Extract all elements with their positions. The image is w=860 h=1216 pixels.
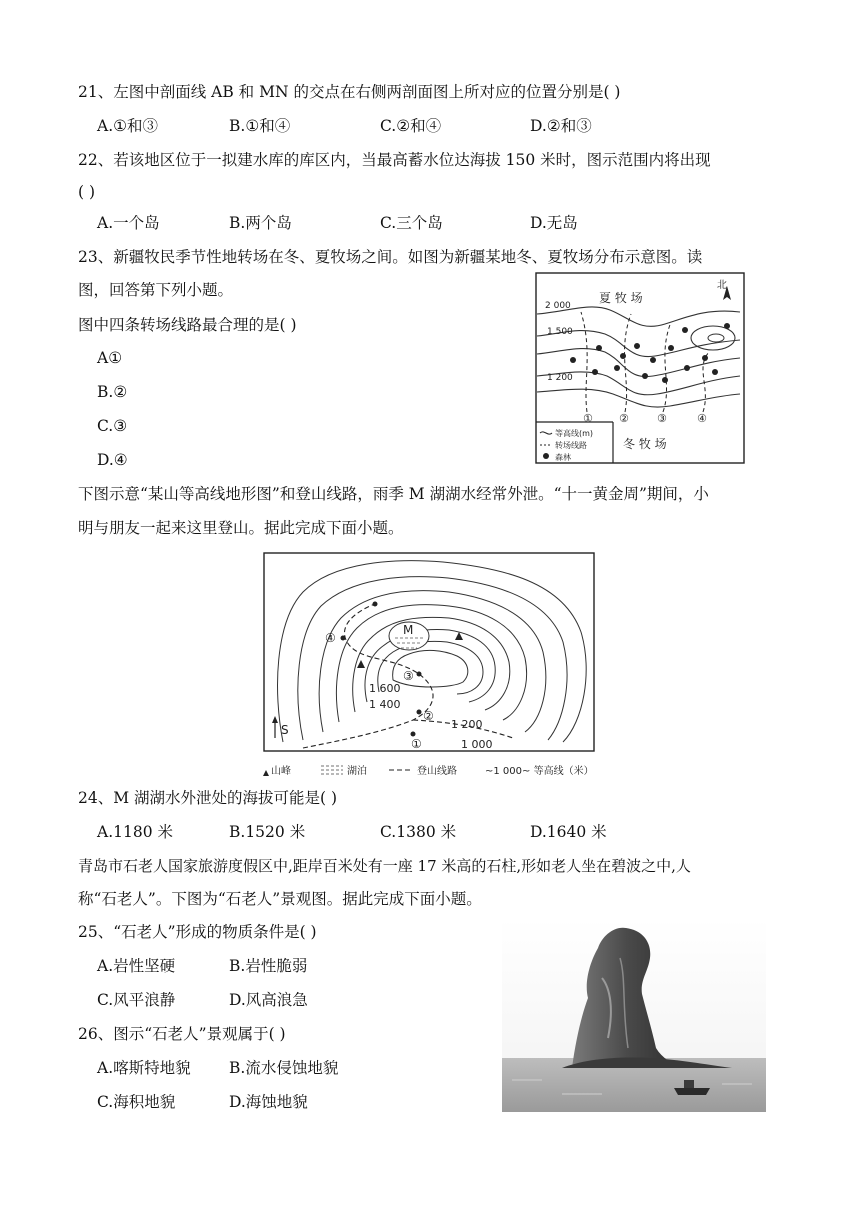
legend-route: 转场线路 — [555, 441, 587, 450]
legend-route: 登山线路 — [417, 766, 457, 776]
q23-subquestion: 图中四条转场线路最合理的是( ) — [78, 316, 297, 334]
q21-option-c[interactable]: C.②和④ — [380, 117, 442, 135]
pasture-map — [535, 272, 745, 465]
summer-pasture-label: 夏 牧 场 — [599, 291, 643, 305]
contour-label-1000: 1 000 — [461, 738, 493, 751]
map-north-label: 北 — [717, 280, 727, 291]
contour-label-2000: 2 000 — [545, 301, 571, 311]
route-label-2: ② — [619, 412, 629, 425]
route-label-1: ① — [583, 412, 593, 425]
q22-option-a[interactable]: A.一个岛 — [97, 214, 160, 232]
point-label-2: ② — [423, 709, 434, 723]
q22-stem-line1: 22、若该地区位于一拟建水库的库区内，当最高蓄水位达海拔 150 米时，图示范围内将出现 — [78, 151, 711, 169]
contour-label-1200: 1 200 — [547, 373, 573, 383]
q23-stem-line2: 图，回答第下列小题。 — [78, 281, 234, 299]
legend-forest: 森林 — [555, 453, 571, 462]
q22-option-b[interactable]: B.两个岛 — [229, 214, 292, 232]
contour-label-1200: 1 200 — [451, 718, 483, 731]
q23-option-c[interactable]: C.③ — [97, 417, 128, 435]
legend-contour: 等高线(m) — [555, 429, 594, 438]
q26-option-c[interactable]: C.海积地貌 — [97, 1093, 176, 1111]
map-south-label: S — [281, 723, 289, 737]
legend-lake: 湖泊 — [347, 766, 367, 776]
mountain-intro-line1: 下图示意“某山等高线地形图”和登山线路，雨季 M 湖湖水经常外泄。“十一黄金周”期间，小 — [78, 485, 709, 503]
q22-option-d[interactable]: D.无岛 — [530, 214, 578, 232]
q25-option-b[interactable]: B.岩性脆弱 — [229, 957, 308, 975]
route-label-4: ④ — [697, 412, 707, 425]
q22-option-c[interactable]: C.三个岛 — [380, 214, 443, 232]
q24-option-d[interactable]: D.1640 米 — [530, 823, 607, 841]
q23-option-d[interactable]: D.④ — [97, 451, 128, 469]
q24-option-a[interactable]: A.1180 米 — [97, 823, 173, 841]
stone-intro-line1: 青岛市石老人国家旅游度假区中,距岸百米处有一座 17 米高的石柱,形如老人坐在碧波之中,人 — [78, 857, 691, 875]
mountain-contour-map — [263, 552, 595, 776]
q26-stem: 26、图示“石老人”景观属于( ) — [78, 1025, 286, 1043]
q24-option-b[interactable]: B.1520 米 — [229, 823, 306, 841]
contour-label-1600: 1 600 — [369, 682, 401, 695]
winter-pasture-label: 冬 牧 场 — [623, 437, 667, 451]
legend-contour: ~1 000~ 等高线（米） — [485, 766, 594, 776]
q25-option-a[interactable]: A.岩性坚硬 — [97, 957, 176, 975]
mountain-intro-line2: 明与朋友一起来这里登山。据此完成下面小题。 — [78, 519, 404, 537]
q25-option-c[interactable]: C.风平浪静 — [97, 991, 176, 1009]
contour-label-1400: 1 400 — [369, 698, 401, 711]
route-label-3: ③ — [657, 412, 667, 425]
q21-option-d[interactable]: D.②和③ — [530, 117, 592, 135]
q26-option-a[interactable]: A.喀斯特地貌 — [97, 1059, 191, 1077]
point-label-1: ① — [411, 737, 422, 751]
contour-label-1500: 1 500 — [547, 327, 573, 337]
q23-option-b[interactable]: B.② — [97, 383, 128, 401]
q26-option-b[interactable]: B.流水侵蚀地貌 — [229, 1059, 339, 1077]
stone-intro-line2: 称“石老人”。下图为“石老人”景观图。据此完成下面小题。 — [78, 890, 482, 908]
q23-option-a[interactable]: A① — [97, 349, 123, 367]
q23-stem-line1: 23、新疆牧民季节性地转场在冬、夏牧场之间。如图为新疆某地冬、夏牧场分布示意图。读 — [78, 248, 703, 266]
q25-stem: 25、“石老人”形成的物质条件是( ) — [78, 923, 317, 941]
point-label-4: ④ — [325, 631, 336, 645]
q22-stem-line2: ( ) — [78, 183, 96, 201]
q21-option-a[interactable]: A.①和③ — [97, 117, 159, 135]
lake-label-m: M — [403, 623, 414, 637]
q24-stem: 24、M 湖湖水外泄处的海拔可能是( ) — [78, 789, 338, 807]
q25-option-d[interactable]: D.风高浪急 — [229, 991, 308, 1009]
q21-option-b[interactable]: B.①和④ — [229, 117, 291, 135]
stone-old-man-photo — [502, 918, 766, 1112]
q21-stem: 21、左图中剖面线 AB 和 MN 的交点在右侧两剖面图上所对应的位置分别是( ) — [78, 83, 621, 101]
q26-option-d[interactable]: D.海蚀地貌 — [229, 1093, 308, 1111]
q24-option-c[interactable]: C.1380 米 — [380, 823, 457, 841]
legend-peak: 山峰 — [271, 766, 291, 776]
point-label-3: ③ — [403, 669, 414, 683]
